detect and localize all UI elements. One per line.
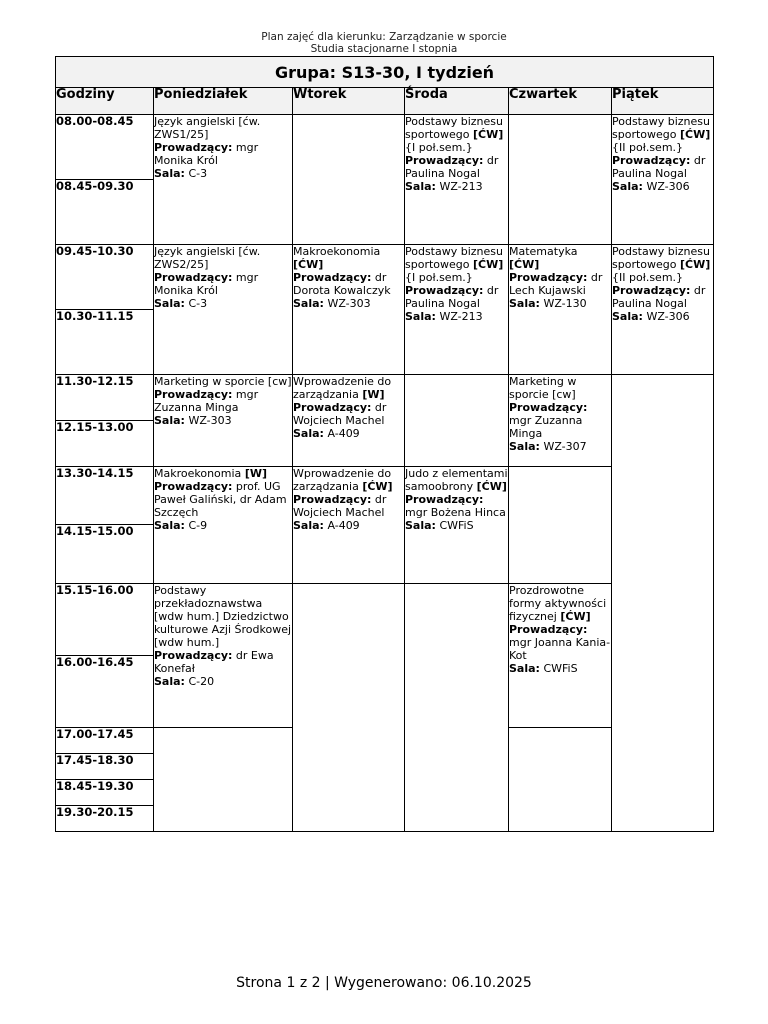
room-label: Sala: [405, 180, 436, 193]
class-cell [509, 245, 612, 375]
class-name: Makroekonomia [293, 245, 381, 258]
teacher-name: dr Lech Kujawski [509, 271, 603, 297]
class-cell [154, 375, 293, 467]
teacher-label: Prowadzący: [293, 493, 372, 506]
room-label: Sala: [509, 440, 540, 453]
semester-note: {II poł.sem.} [612, 141, 684, 154]
teacher-label: Prowadzący: [612, 154, 691, 167]
room-value: A-409 [327, 427, 360, 440]
class-name: Język angielski [ćw. ZWS2/25] [154, 245, 261, 271]
semester-note: {II poł.sem.} [612, 271, 684, 284]
teacher-label: Prowadzący: [293, 271, 372, 284]
teacher-label: Prowadzący: [405, 154, 484, 167]
time-slot: 17.00-17.45 [56, 728, 154, 754]
room-value: WZ-303 [327, 297, 371, 310]
room-value: CWFiS [543, 662, 578, 675]
class-cell [293, 245, 405, 375]
room-value: WZ-130 [543, 297, 587, 310]
class-cell [509, 375, 612, 467]
class-type: [ĆW] [362, 480, 393, 493]
class-type: [ĆW] [473, 128, 504, 141]
column-header-thursday: Czwartek [509, 88, 612, 115]
room-label: Sala: [154, 675, 185, 688]
class-name: Marketing w sporcie [cw] [154, 375, 292, 388]
room-value: CWFiS [439, 519, 474, 532]
teacher-label: Prowadzący: [405, 284, 484, 297]
teacher-name: mgr Bożena Hinca [405, 506, 506, 519]
group-title: Grupa: S13-30, I tydzień [56, 57, 714, 88]
time-slot: 11.30-12.15 [56, 375, 154, 421]
teacher-label: Prowadzący: [154, 480, 233, 493]
room-value: C-3 [188, 167, 208, 180]
room-value: C-20 [188, 675, 215, 688]
teacher-name: mgr Monika Król [154, 141, 259, 167]
teacher-name: mgr Joanna Kania-Kot [509, 636, 611, 662]
time-slot: 12.15-13.00 [56, 421, 154, 467]
room-label: Sala: [509, 297, 540, 310]
semester-note: {I poł.sem.} [405, 141, 473, 154]
class-cell [405, 467, 509, 584]
teacher-label: Prowadzący: [509, 623, 588, 636]
room-label: Sala: [293, 297, 324, 310]
empty-cell [509, 115, 612, 245]
time-slot: 13.30-14.15 [56, 467, 154, 525]
room-label: Sala: [154, 414, 185, 427]
teacher-name: dr Wojciech Machel [293, 401, 387, 427]
time-slot: 08.00-08.45 [56, 115, 154, 180]
empty-cell [405, 584, 509, 832]
teacher-name: mgr Zuzanna Minga [509, 414, 583, 440]
class-name: Podstawy biznesu sportowego [612, 115, 710, 141]
teacher-label: Prowadzący: [509, 401, 588, 414]
teacher-name: mgr Monika Król [154, 271, 259, 297]
room-label: Sala: [154, 297, 185, 310]
teacher-name: dr Paulina Nogal [405, 284, 499, 310]
room-label: Sala: [154, 167, 185, 180]
teacher-name: dr Paulina Nogal [612, 284, 706, 310]
time-slot: 17.45-18.30 [56, 754, 154, 780]
room-label: Sala: [405, 519, 436, 532]
teacher-label: Prowadzący: [405, 493, 484, 506]
class-type: [ĆW] [476, 480, 507, 493]
class-cell [612, 115, 714, 245]
column-header-monday: Poniedziałek [154, 88, 293, 115]
page-footer: Strona 1 z 2 | Wygenerowano: 06.10.2025 [236, 975, 532, 991]
empty-cell [154, 728, 293, 832]
room-label: Sala: [405, 310, 436, 323]
class-name: Makroekonomia [154, 467, 242, 480]
room-label: Sala: [293, 519, 324, 532]
plan-header-line2: Studia stacjonarne I stopnia [310, 43, 458, 55]
class-name: Podstawy przekładoznawstwa [wdw hum.] Dziedzictwo kulturowe Azji Środkowej [wdw hum.] [154, 584, 292, 649]
time-slot: 15.15-16.00 [56, 584, 154, 656]
class-type: [W] [244, 467, 268, 480]
room-label: Sala: [154, 519, 185, 532]
time-slot: 09.45-10.30 [56, 245, 154, 310]
room-value: C-3 [188, 297, 208, 310]
class-type: [ĆW] [509, 258, 540, 271]
teacher-label: Prowadzący: [154, 388, 233, 401]
class-name: Podstawy biznesu sportowego [405, 245, 503, 271]
time-slot: 16.00-16.45 [56, 656, 154, 728]
class-cell [405, 115, 509, 245]
teacher-name: prof. UG Paweł Galiński, dr Adam Szczęch [154, 480, 287, 519]
room-value: WZ-306 [646, 180, 690, 193]
class-cell [293, 375, 405, 467]
time-slot: 18.45-19.30 [56, 780, 154, 806]
class-type: [ĆW] [560, 610, 591, 623]
empty-cell [509, 467, 612, 584]
room-label: Sala: [612, 180, 643, 193]
room-label: Sala: [509, 662, 540, 675]
room-value: WZ-307 [543, 440, 587, 453]
class-type: [ĆW] [473, 258, 504, 271]
plan-header-line1: Plan zajęć dla kierunku: Zarządzanie w sporcie [261, 31, 507, 43]
class-cell [612, 245, 714, 375]
class-name: Podstawy biznesu sportowego [405, 115, 503, 141]
teacher-label: Prowadzący: [154, 141, 233, 154]
teacher-label: Prowadzący: [612, 284, 691, 297]
class-cell [154, 245, 293, 375]
schedule-table [55, 56, 714, 832]
class-cell [509, 584, 612, 728]
column-header-friday: Piątek [612, 88, 714, 115]
teacher-label: Prowadzący: [293, 401, 372, 414]
time-slot: 14.15-15.00 [56, 525, 154, 584]
class-name: Podstawy biznesu sportowego [612, 245, 710, 271]
class-type: [W] [362, 388, 385, 401]
empty-cell [405, 375, 509, 467]
teacher-name: dr Paulina Nogal [612, 154, 706, 180]
column-header-tuesday: Wtorek [293, 88, 405, 115]
class-cell [154, 584, 293, 728]
room-label: Sala: [293, 427, 324, 440]
class-name: Judo z elementami samoobrony [405, 467, 508, 493]
class-name: Język angielski [ćw. ZWS1/25] [154, 115, 261, 141]
class-name: Wprowadzenie do zarządzania [293, 467, 392, 493]
class-name: Matematyka [509, 245, 578, 258]
class-name: Prozdrowotne formy aktywności fizycznej [509, 584, 607, 623]
class-cell [154, 115, 293, 245]
column-header-hours: Godziny [56, 88, 154, 115]
room-value: WZ-213 [439, 180, 483, 193]
teacher-label: Prowadzący: [509, 271, 588, 284]
class-name: Marketing w sporcie [cw] [509, 375, 577, 401]
class-type: [ĆW] [680, 258, 711, 271]
column-header-wednesday: Środa [405, 88, 509, 115]
class-cell [405, 245, 509, 375]
teacher-name: dr Paulina Nogal [405, 154, 499, 180]
room-value: A-409 [327, 519, 360, 532]
time-slot: 10.30-11.15 [56, 310, 154, 375]
teacher-name: dr Dorota Kowalczyk [293, 271, 391, 297]
class-cell [154, 467, 293, 584]
time-slot: 08.45-09.30 [56, 180, 154, 245]
room-value: C-9 [188, 519, 208, 532]
class-cell [293, 467, 405, 584]
class-type: [ĆW] [680, 128, 711, 141]
empty-cell [612, 375, 714, 832]
semester-note: {I poł.sem.} [405, 271, 473, 284]
teacher-name: dr Wojciech Machel [293, 493, 387, 519]
empty-cell [509, 728, 612, 832]
class-name: Wprowadzenie do zarządzania [293, 375, 392, 401]
room-value: WZ-213 [439, 310, 483, 323]
room-value: WZ-306 [646, 310, 690, 323]
teacher-label: Prowadzący: [154, 649, 233, 662]
room-value: WZ-303 [188, 414, 232, 427]
time-slot: 19.30-20.15 [56, 806, 154, 832]
teacher-name: dr Ewa Konefał [154, 649, 274, 675]
class-type: [ĆW] [293, 258, 324, 271]
teacher-name: mgr Zuzanna Minga [154, 388, 259, 414]
empty-cell [293, 115, 405, 245]
room-label: Sala: [612, 310, 643, 323]
teacher-label: Prowadzący: [154, 271, 233, 284]
empty-cell [293, 584, 405, 832]
